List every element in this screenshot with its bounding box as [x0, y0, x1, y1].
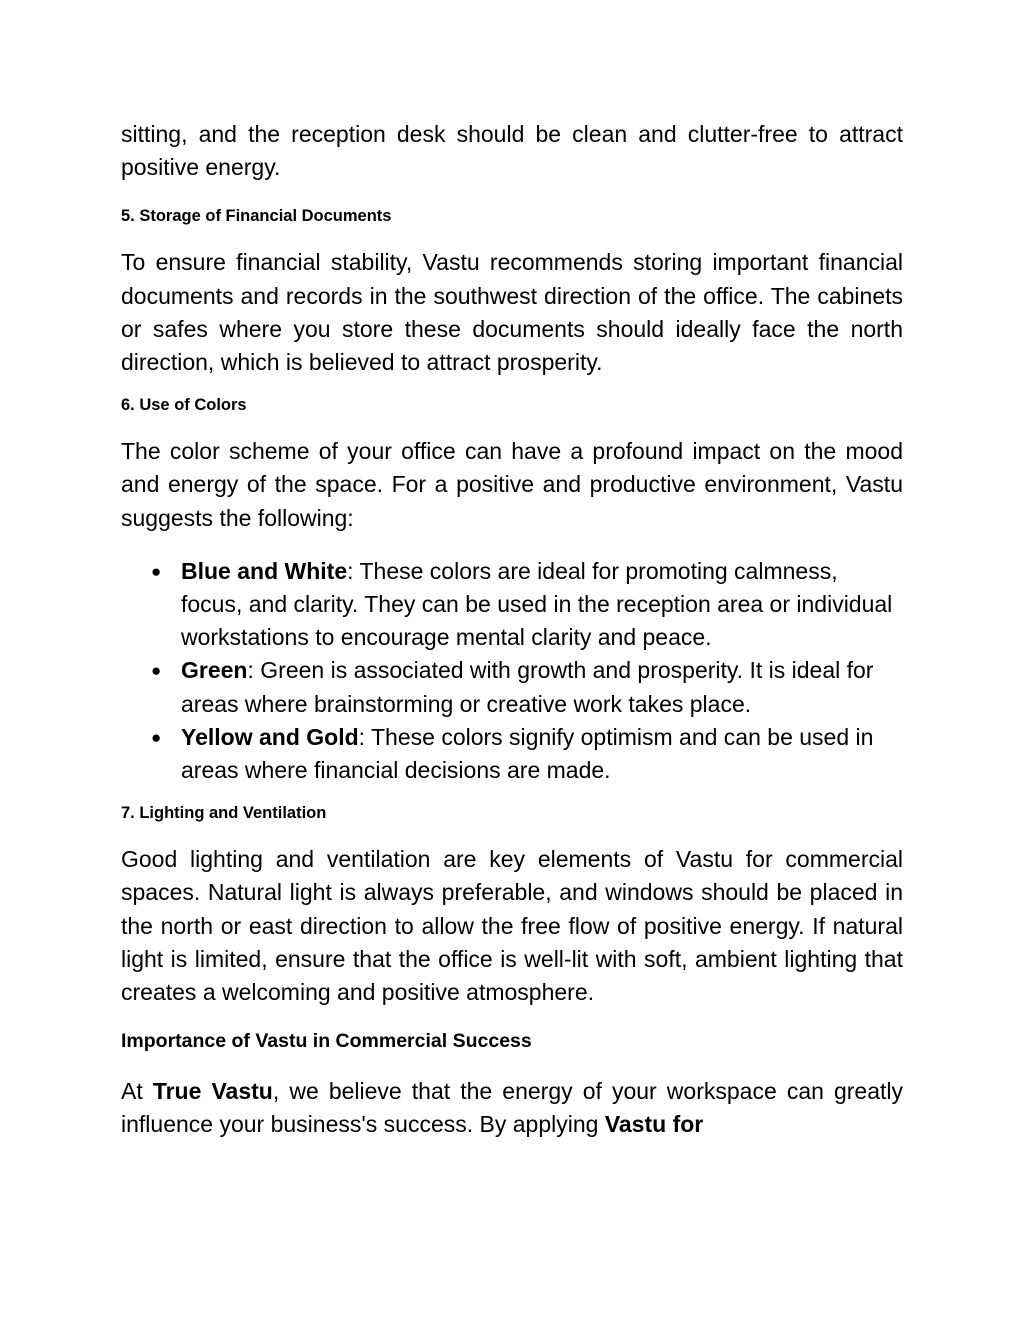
section-6-heading: 6. Use of Colors	[121, 396, 247, 415]
section-6-paragraph: The color scheme of your office can have a profound impact on the mood and energy of the space. For a positive and productive environment, Vastu suggests the following:	[121, 438, 903, 531]
bullet-text: : These colors signify optimism and can be used in areas where financial decisions are made.	[181, 723, 874, 784]
bullet-icon: ●	[151, 561, 162, 581]
section-7-heading: 7. Lighting and Ventilation	[121, 804, 327, 823]
bullet-text: : These colors are ideal for promoting calmness, focus, and clarity. They can be used in the reception area or individual workstations to encourage mental clarity and peace.	[181, 557, 893, 651]
importance-paragraph	[121, 1075, 903, 1141]
section-5-paragraph: To ensure financial stability, Vastu recommends storing important financial documents and records in the southwest direction of the office. The cabinets or safes where you store these documents should ideally face the north direction, which is believed to attract prosperity.	[121, 249, 903, 376]
importance-middle: , we believe that the energy of your workspace can greatly influence your business's success. By applying	[121, 1078, 904, 1138]
intro-paragraph: sitting, and the reception desk should be clean and clutter-free to attract positive energy.	[121, 121, 903, 181]
bullet-icon: ●	[151, 727, 162, 747]
list-item	[121, 654, 903, 720]
importance-heading: Importance of Vastu in Commercial Success	[121, 1030, 532, 1053]
importance-emphasis: Vastu for	[604, 1111, 704, 1138]
bullet-text: : Green is associated with growth and prosperity. It is ideal for areas where brainstorming or creative work takes place.	[181, 657, 874, 717]
list-item	[121, 721, 903, 787]
bullet-icon: ●	[151, 661, 162, 681]
bullet-term: Green	[181, 657, 248, 684]
list-item	[121, 555, 903, 655]
colors-bullet-list	[121, 555, 903, 787]
section-5-heading: 5. Storage of Financial Documents	[121, 207, 392, 226]
brand-name: True Vastu	[152, 1078, 273, 1105]
bullet-term: Yellow and Gold	[181, 723, 359, 750]
section-7-paragraph: Good lighting and ventilation are key elements of Vastu for commercial spaces. Natural light is always preferable, and windows should be placed in the north or east direction to allow the free flow of positive energy. If natural light is limited, ensure that the office is well-lit with soft, ambient lighting that creates a welcoming and positive atmosphere.	[121, 846, 903, 1006]
bullet-term: Blue and White	[181, 557, 348, 584]
document-page	[121, 118, 903, 1142]
importance-prefix: At	[121, 1078, 153, 1105]
